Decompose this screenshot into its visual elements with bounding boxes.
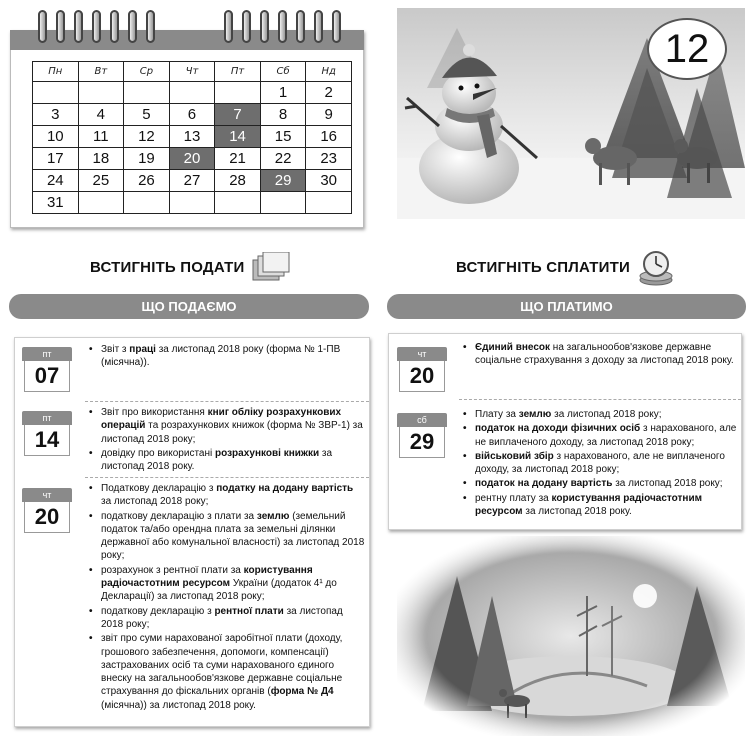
calendar-day-cell: 2: [306, 82, 352, 104]
binding-ring: [278, 10, 287, 43]
entry-item: [87, 632, 365, 712]
entry-item: [87, 447, 365, 474]
day-of-week: сб: [397, 413, 447, 427]
calendar-grid: [32, 61, 352, 214]
calendar-day-cell: 20: [169, 148, 215, 170]
entry-item: [461, 450, 737, 477]
calendar-day-cell: [124, 82, 170, 104]
calendar-day-cell: 22: [260, 148, 306, 170]
divider: [85, 477, 369, 478]
calendar-day-cell: 15: [260, 126, 306, 148]
entry-item: [461, 408, 737, 421]
binding-ring: [56, 10, 65, 43]
binding-ring: [146, 10, 155, 43]
weekday-header-row: [33, 62, 352, 82]
pay-section-title: ВСТИГНІТЬ СПЛАТИТИ: [456, 259, 630, 276]
calendar-day-cell: 29: [260, 170, 306, 192]
snowman-illustration: [397, 8, 745, 219]
text-fragment: довідку про використані: [101, 447, 215, 459]
calendar-day-cell: 6: [169, 104, 215, 126]
calendar-days: [33, 82, 352, 214]
text-fragment: за листопад 2018 року.: [522, 506, 632, 518]
text-fragment: та розрахункових книжок (форма № ЗВР-1) за листопад 2018 року;: [101, 420, 363, 445]
calendar-day-cell: [260, 192, 306, 214]
documents-icon: [251, 252, 291, 284]
day-number: 20: [399, 361, 445, 392]
day-number: 14: [24, 425, 70, 456]
bold-term: форма № Д4: [270, 686, 334, 698]
text-fragment: Податкову декларацію з: [101, 483, 217, 494]
bold-term: користування радіочастотним ресурсом: [475, 492, 702, 518]
entry-item: [87, 605, 365, 632]
text-fragment: з нарахованого, але не виплаченого доходу, за листопад 2018 року;: [475, 423, 737, 448]
calendar-day-cell: [215, 82, 261, 104]
binding-ring: [260, 10, 269, 43]
bold-term: податку на додану вартість: [216, 483, 354, 494]
text-fragment: (земельний податок та/або орендна плата за земельні ділянки державної або комунальної власності) за листопад 2018 року;: [101, 510, 365, 562]
text-fragment: розрахунок з рентної плати за: [101, 564, 244, 576]
bold-term: рентної плати: [214, 605, 284, 617]
calendar-day-cell: 31: [33, 192, 79, 214]
calendar-week-row: [33, 170, 352, 192]
pay-panel: [388, 333, 742, 530]
calendar-day-cell: 21: [215, 148, 261, 170]
entry-item: [87, 343, 365, 370]
binding-ring: [296, 10, 305, 43]
date-tag-14: [22, 411, 72, 456]
entry-item: [461, 422, 737, 449]
calendar-week-row: [33, 104, 352, 126]
weekday-label: Вт: [78, 62, 124, 82]
entry-item: [87, 482, 365, 509]
binding-ring: [128, 10, 137, 43]
binding-ring: [38, 10, 47, 43]
clock-coins-icon: [636, 250, 676, 286]
bold-term: податок на додану вартість: [475, 478, 613, 490]
submit-bar: ЩО ПОДАЄМО: [9, 294, 369, 319]
entry-item: [87, 564, 365, 604]
weekday-label: Чт: [169, 62, 215, 82]
text-fragment: за листопад 2018 року;: [101, 496, 209, 508]
bold-term: книг обліку розрахункових операцій: [101, 407, 342, 432]
calendar-day-cell: 25: [78, 170, 124, 192]
pay-bar: ЩО ПЛАТИМО: [387, 294, 746, 319]
entry-list: [461, 341, 737, 369]
entry-item: [87, 406, 365, 446]
calendar-week-row: [33, 192, 352, 214]
calendar-day-cell: 14: [215, 126, 261, 148]
day-of-week: пт: [22, 347, 72, 361]
text-fragment: за листопад 2018 року (форма № 1-ПВ (місячна)).: [101, 344, 341, 369]
binding-ring: [74, 10, 83, 43]
calendar-day-cell: [33, 82, 79, 104]
calendar-day-cell: 8: [260, 104, 306, 126]
bold-term: податок на доходи фізичних осіб: [475, 423, 641, 435]
winter-scene: [397, 536, 745, 736]
day-number: 29: [399, 427, 445, 458]
calendar-day-cell: 5: [124, 104, 170, 126]
calendar-day-cell: 12: [124, 126, 170, 148]
month-number-badge: 12: [647, 18, 727, 80]
calendar-day-cell: 3: [33, 104, 79, 126]
text-fragment: України (додаток 4¹ до Декларації) за листопад 2018 року;: [101, 578, 337, 603]
calendar-week-row: [33, 148, 352, 170]
date-tag-07: [22, 347, 72, 392]
text-fragment: податкову декларацію з плати за: [101, 510, 257, 522]
text-fragment: рентну плату за: [475, 492, 552, 504]
text-fragment: з нарахованого, але не виплаченого доходу, за листопад 2018 року;: [475, 450, 725, 476]
date-tag-20: [22, 488, 72, 533]
calendar-week-row: [33, 82, 352, 104]
text-fragment: звіт про суми нарахованої заробітної плати (доходу, грошового забезпечення, допомоги, компенсації) застрахованих осіб та суми нарахованого єдиного внеску на загальнообов'язкове державне соціальне страхування до фіскальних органів (: [101, 633, 343, 698]
bold-term: військовий збір: [475, 450, 554, 462]
calendar-day-cell: 10: [33, 126, 79, 148]
weekday-label: Пн: [33, 62, 79, 82]
calendar-day-cell: [78, 192, 124, 214]
calendar-day-cell: 16: [306, 126, 352, 148]
calendar-day-cell: 9: [306, 104, 352, 126]
day-number: 07: [24, 361, 70, 392]
bold-term: праці: [129, 344, 156, 355]
date-tag-20: [397, 347, 447, 392]
calendar-day-cell: [124, 192, 170, 214]
calendar-day-cell: 1: [260, 82, 306, 104]
submit-panel: [14, 337, 370, 727]
bold-term: землю: [256, 510, 290, 522]
weekday-label: Ср: [124, 62, 170, 82]
entry-item: [461, 492, 737, 519]
day-of-week: чт: [397, 347, 447, 361]
divider: [85, 401, 369, 402]
day-number: 20: [24, 502, 70, 533]
winter-forest-illustration: [397, 536, 745, 736]
binding-ring: [110, 10, 119, 43]
calendar-day-cell: 17: [33, 148, 79, 170]
text-fragment: за листопад 2018 року.: [101, 447, 333, 473]
calendar-day-cell: 30: [306, 170, 352, 192]
binding-ring: [92, 10, 101, 43]
calendar-day-cell: [169, 192, 215, 214]
text-fragment: податкову декларацію з: [101, 605, 215, 617]
bold-term: розрахункові книжки: [215, 447, 320, 459]
calendar-day-cell: 13: [169, 126, 215, 148]
calendar-day-cell: 24: [33, 170, 79, 192]
divider: [459, 399, 741, 400]
calendar-day-cell: [306, 192, 352, 214]
binding-ring: [332, 10, 341, 43]
text-fragment: Звіт з: [101, 344, 130, 355]
weekday-label: Нд: [306, 62, 352, 82]
calendar-day-cell: [78, 82, 124, 104]
text-fragment: Звіт про використання: [101, 407, 208, 418]
text-fragment: на загальнообов'язкове державне соціальне страхування з доходу за листопад 2018 року.: [475, 342, 734, 367]
entry-list: [87, 343, 365, 371]
calendar-day-cell: [215, 192, 261, 214]
day-of-week: чт: [22, 488, 72, 502]
calendar-day-cell: 19: [124, 148, 170, 170]
bold-term: землю: [518, 409, 552, 420]
weekday-label: Сб: [260, 62, 306, 82]
binding-ring: [224, 10, 233, 43]
date-tag-29: [397, 413, 447, 458]
entry-list: [87, 482, 365, 713]
calendar-day-cell: 11: [78, 126, 124, 148]
calendar-day-cell: 4: [78, 104, 124, 126]
submit-section-title: ВСТИГНІТЬ ПОДАТИ: [90, 259, 245, 276]
bold-term: користування радіочастотним ресурсом: [101, 564, 313, 590]
calendar-week-row: [33, 126, 352, 148]
calendar-day-cell: [169, 82, 215, 104]
calendar-day-cell: 27: [169, 170, 215, 192]
bold-term: Єдиний внесок: [475, 342, 551, 353]
text-fragment: за листопад 2018 року;: [551, 409, 662, 420]
calendar-widget: [10, 10, 362, 220]
text-fragment: за листопад 2018 року;: [101, 605, 343, 630]
entry-list: [461, 408, 737, 519]
calendar-day-cell: 23: [306, 148, 352, 170]
day-of-week: пт: [22, 411, 72, 425]
calendar-day-cell: 26: [124, 170, 170, 192]
text-fragment: за листопад 2018 року;: [612, 478, 723, 490]
calendar-day-cell: 7: [215, 104, 261, 126]
weekday-label: Пт: [215, 62, 261, 82]
calendar-day-cell: 28: [215, 170, 261, 192]
calendar-day-cell: 18: [78, 148, 124, 170]
entry-item: [87, 510, 365, 563]
binding-ring: [242, 10, 251, 43]
text-fragment: Плату за: [475, 409, 519, 420]
entry-list: [87, 406, 365, 474]
text-fragment: (місячна)) за листопад 2018 року.: [101, 699, 256, 711]
entry-item: [461, 477, 737, 490]
binding-ring: [314, 10, 323, 43]
entry-item: [461, 341, 737, 368]
